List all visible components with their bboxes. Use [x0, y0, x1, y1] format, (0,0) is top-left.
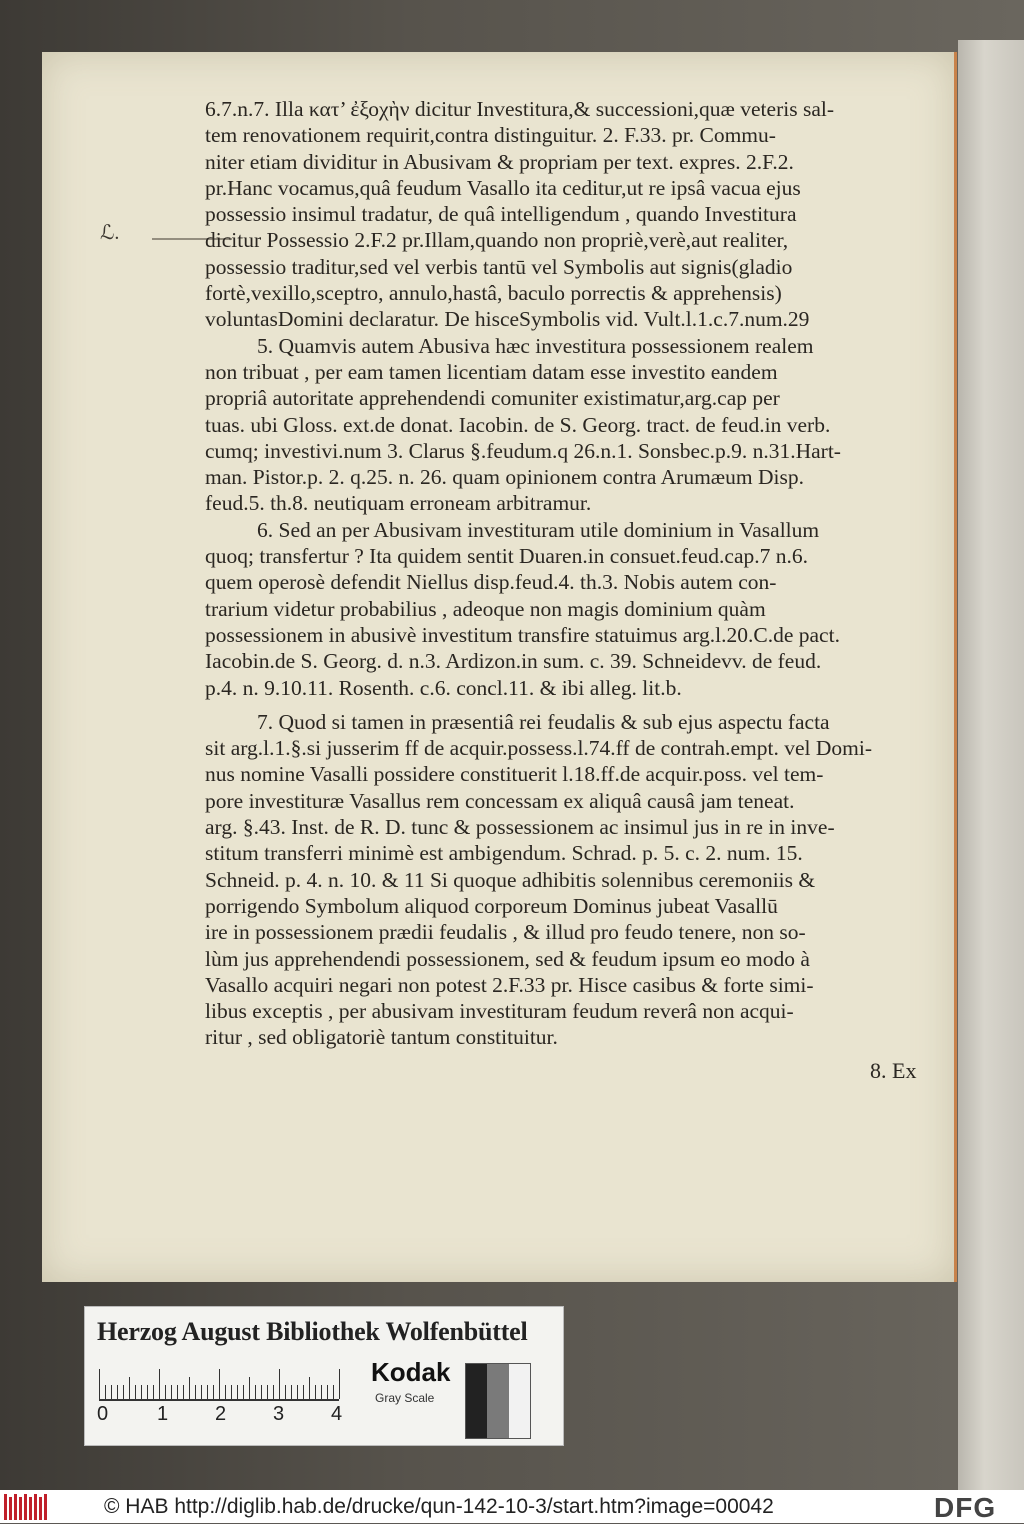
- text-line: man. Pistor.p. 2. q.25. n. 26. quam opinionem contra Arumæum Disp.: [205, 465, 804, 490]
- ruler-tick: [99, 1369, 100, 1399]
- text-line: feud.5. th.8. neutiquam erroneam arbitramur.: [205, 491, 592, 516]
- library-name: Herzog August Bibliothek Wolfenbüttel: [97, 1317, 528, 1346]
- text-line: Schneid. p. 4. n. 10. & 11 Si quoque adhibitis solennibus ceremoniis &: [205, 867, 816, 892]
- ruler-tick: [171, 1385, 172, 1399]
- text-line: pr.Hanc vocamus,quâ feudum Vasallo ita ceditur,ut re ipsâ vacua ejus: [205, 175, 801, 200]
- ruler-number: 4: [331, 1403, 343, 1425]
- swatch-dark: [466, 1364, 487, 1438]
- catchword: 8. Ex: [870, 1058, 917, 1083]
- page-text: [205, 96, 940, 1051]
- ruler-tick: [273, 1385, 274, 1399]
- text-line: nus nomine Vasalli possidere constituerit l.18.ff.de acquir.poss. vel tem-: [205, 762, 824, 787]
- ruler-tick: [165, 1385, 166, 1399]
- ruler-tick: [285, 1385, 286, 1399]
- logo-bar: [4, 1494, 7, 1520]
- ruler-tick: [333, 1385, 334, 1399]
- grayscale-label: Gray Scale: [375, 1391, 435, 1405]
- library-color-card: [84, 1306, 564, 1446]
- ruler-tick: [153, 1385, 154, 1399]
- scale-ruler: [99, 1365, 339, 1401]
- text-line: quem operosè defendit Niellus disp.feud.4. th.3. Nobis autem con-: [205, 570, 777, 595]
- margin-annotation: ℒ.: [100, 222, 120, 244]
- swatch-light: [509, 1364, 530, 1438]
- logo-bar: [24, 1494, 27, 1520]
- ruler-tick: [123, 1385, 124, 1399]
- ruler-tick: [219, 1369, 220, 1399]
- text-line: propriâ autoritate apprehendendi comuniter existimatur,arg.cap per: [205, 386, 780, 411]
- dfg-logo: DFG: [934, 1492, 997, 1523]
- ruler-tick: [105, 1385, 106, 1399]
- ruler-tick: [111, 1385, 112, 1399]
- text-line: possessio insimul tradatur, de quâ intelligendum , quando Investitura: [205, 202, 797, 227]
- text-line: ire in possessionem prædii feudalis , & illud pro feudo tenere, non so-: [205, 920, 806, 945]
- ruler-tick: [267, 1385, 268, 1399]
- ruler-tick: [225, 1385, 226, 1399]
- ruler-number: 1: [157, 1403, 169, 1425]
- text-line: fortè,vexillo,sceptro, annulo,hastâ, baculo porrectis & apprehensis): [205, 281, 782, 306]
- ruler-tick: [261, 1385, 262, 1399]
- text-line: niter etiam dividitur in Abusivam & propriam per text. expres. 2.F.2.: [205, 149, 794, 174]
- text-line: dicitur Possessio 2.F.2 pr.Illam,quando non propriè,verè,aut realiter,: [205, 228, 789, 253]
- text-line: stitum transferri minimè est ambigendum. Schrad. p. 5. c. 2. num. 15.: [205, 841, 803, 866]
- ruler-tick: [303, 1385, 304, 1399]
- ruler-tick: [291, 1385, 292, 1399]
- text-line: tem renovationem requirit,contra distinguitur. 2. F.33. pr. Commu-: [205, 123, 776, 148]
- text-line: pore investituræ Vasallus rem concessam ex aliquâ causâ jam teneat.: [205, 788, 795, 813]
- logo-bar: [9, 1497, 12, 1520]
- ruler-tick: [279, 1369, 280, 1399]
- kodak-logo: Kodak: [371, 1357, 451, 1387]
- text-line: trarium videtur probabilius , adeoque non magis dominium quàm: [205, 596, 766, 621]
- ruler-tick: [309, 1377, 310, 1399]
- ruler-tick: [231, 1385, 232, 1399]
- ruler-tick: [315, 1385, 316, 1399]
- ruler-tick: [129, 1377, 130, 1399]
- text-line: porrigendo Symbolum aliquod corporeum Dominus jubeat Vasallū: [205, 893, 778, 918]
- text-line: possessionem in abusivè investitum transfire statuimus arg.l.20.C.de pact.: [205, 622, 840, 647]
- text-line: ritur , sed obligatoriè tantum constituitur.: [205, 1025, 558, 1050]
- adjacent-page-edge: [958, 40, 1024, 1490]
- hab-logo-icon: [4, 1494, 48, 1520]
- ruler-tick: [141, 1385, 142, 1399]
- logo-bar: [14, 1494, 17, 1520]
- logo-bar: [39, 1497, 42, 1520]
- ruler-number: 2: [215, 1403, 227, 1425]
- text-line: 5. Quamvis autem Abusiva hæc investitura possessionem realem: [257, 333, 814, 358]
- ruler-tick: [213, 1385, 214, 1399]
- ruler-tick: [297, 1385, 298, 1399]
- ruler-tick: [183, 1385, 184, 1399]
- ruler-tick: [159, 1369, 160, 1399]
- text-line: libus exceptis , per abusivam investituram feudum reverâ non acqui-: [205, 999, 794, 1024]
- text-line: Iacobin.de S. Georg. d. n.3. Ardizon.in sum. c. 39. Schneidevv. de feud.: [205, 649, 822, 674]
- ruler-number: 0: [97, 1403, 109, 1425]
- text-line: sit arg.l.1.§.si jusserim ff de acquir.possess.l.74.ff de contrah.empt. vel Domi-: [205, 736, 872, 761]
- ruler-tick: [117, 1385, 118, 1399]
- text-line: voluntasDomini declaratur. De hisceSymbolis vid. Vult.l.1.c.7.num.29: [205, 307, 810, 332]
- ruler-tick: [243, 1385, 244, 1399]
- text-line: non tribuat , per eam tamen licentiam datam esse investito eandem: [205, 359, 778, 384]
- ruler-tick: [249, 1377, 250, 1399]
- text-line: Vasallo acquiri negari non potest 2.F.33 pr. Hisce casibus & forte simi-: [205, 972, 814, 997]
- text-line: possessio traditur,sed vel verbis tantū vel Symbolis aut signis(gladio: [205, 254, 793, 279]
- ruler-tick: [189, 1377, 190, 1399]
- ruler-tick: [339, 1369, 340, 1399]
- ruler-tick: [255, 1385, 256, 1399]
- text-line: cumq; investivi.num 3. Clarus §.feudum.q 26.n.1. Sonsbec.p.9. n.31.Hart-: [205, 438, 841, 463]
- text-line: 7. Quod si tamen in præsentiâ rei feudalis & sub ejus aspectu facta: [257, 709, 830, 734]
- ruler-tick: [327, 1385, 328, 1399]
- text-line: lùm jus apprehendendi possessionem, sed & feudum ipsum eo modo à: [205, 946, 810, 971]
- logo-bar: [34, 1494, 37, 1520]
- logo-bar: [44, 1494, 47, 1520]
- ruler-tick: [201, 1385, 202, 1399]
- ruler-tick: [177, 1385, 178, 1399]
- ruler-tick: [237, 1385, 238, 1399]
- logo-bar: [29, 1497, 32, 1520]
- text-line: 6.7.n.7. Illa κατ’ ἐξοχὴν dicitur Investitura,& successioni,quæ veteris sal-: [205, 97, 834, 121]
- text-line: tuas. ubi Gloss. ext.de donat. Iacobin. de S. Georg. tract. de feud.in verb.: [205, 412, 831, 437]
- ruler-number: 3: [273, 1403, 285, 1425]
- ruler-tick: [195, 1385, 196, 1399]
- ruler-tick: [321, 1385, 322, 1399]
- footer-bar: [0, 1490, 1024, 1523]
- text-line: arg. §.43. Inst. de R. D. tunc & possessionem ac insimul jus in re in inve-: [205, 815, 835, 840]
- text-line: quoq; transfertur ? Ita quidem sentit Duaren.in consuet.feud.cap.7 n.6.: [205, 544, 809, 569]
- text-line: 6. Sed an per Abusivam investituram utile dominium in Vasallum: [257, 517, 820, 542]
- ruler-tick: [135, 1385, 136, 1399]
- swatch-mid: [487, 1364, 508, 1438]
- text-line: p.4. n. 9.10.11. Rosenth. c.6. concl.11. & ibi alleg. lit.b.: [205, 675, 682, 700]
- footer-copyright-link[interactable]: © HAB http://diglib.hab.de/drucke/qun-142-10-3/start.htm?image=00042: [104, 1495, 774, 1518]
- ruler-tick: [147, 1385, 148, 1399]
- ruler-tick: [207, 1385, 208, 1399]
- gray-swatches: [465, 1363, 531, 1439]
- logo-bar: [19, 1497, 22, 1520]
